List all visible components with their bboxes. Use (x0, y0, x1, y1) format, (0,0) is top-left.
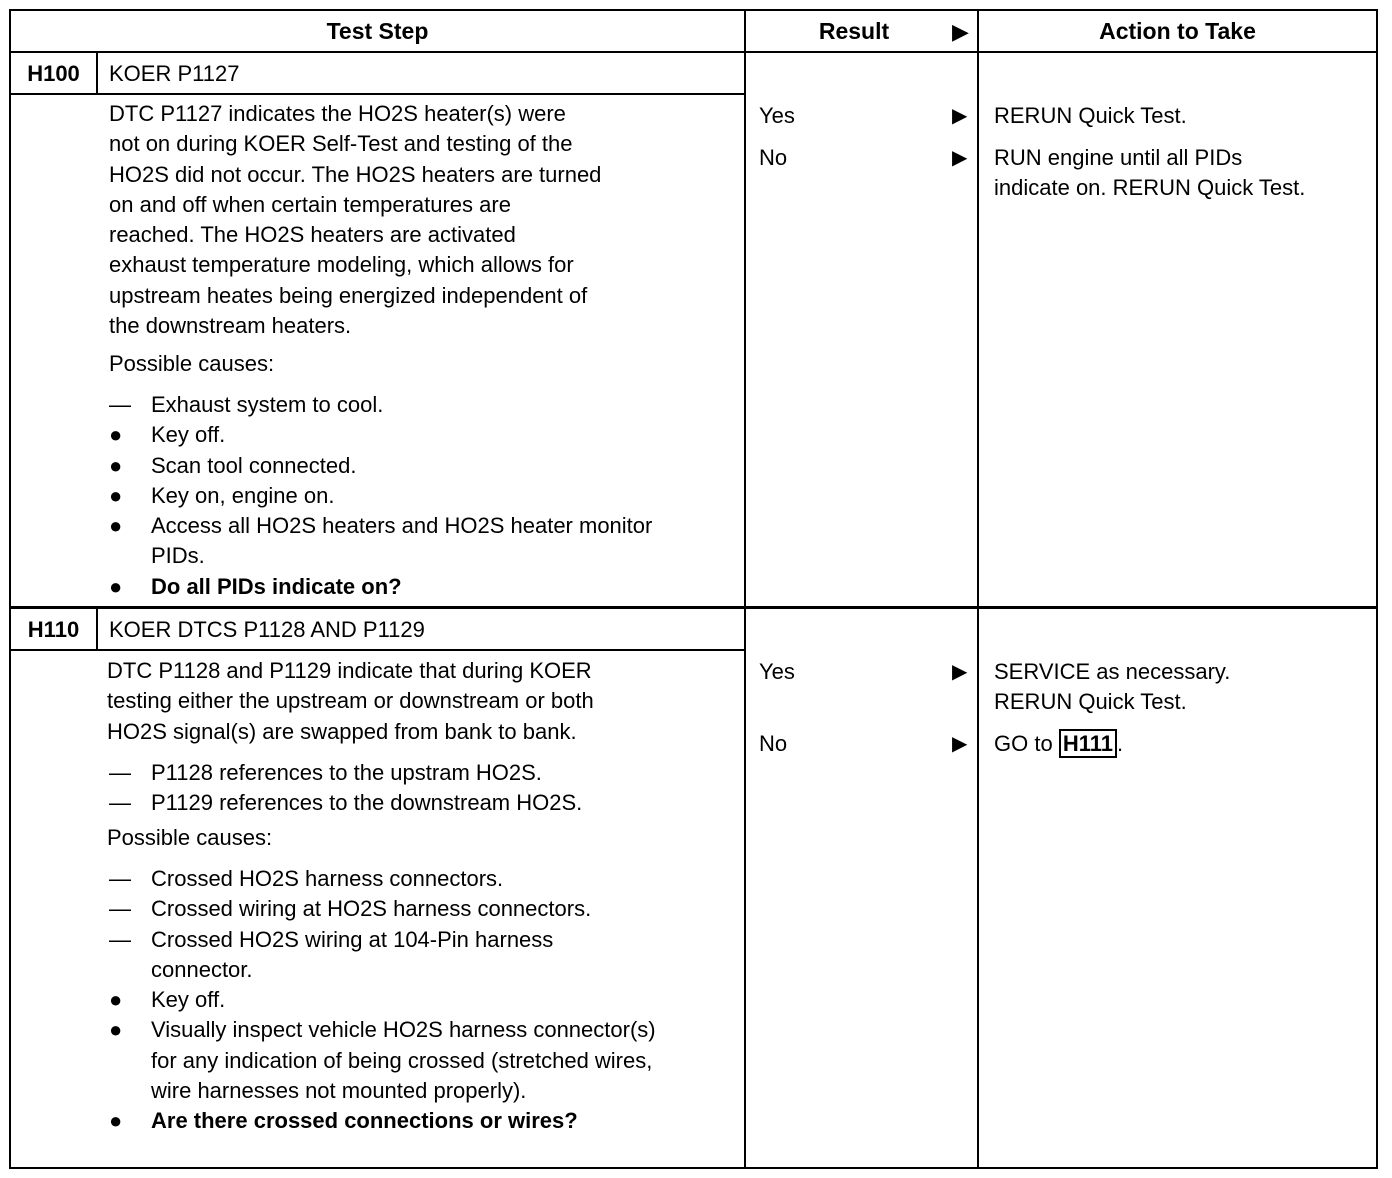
arrow-icon: ▶ (952, 661, 968, 683)
action-line: SERVICE as necessary. (994, 659, 1231, 684)
bullet-marker: ● (109, 1017, 123, 1043)
step-title: KOER P1127 (109, 61, 240, 86)
action-prefix: GO to (994, 731, 1053, 756)
description-line: DTC P1127 indicates the HO2S heater(s) were (109, 101, 566, 126)
step-code: H110 (27, 617, 80, 642)
title-rule-1 (11, 93, 744, 95)
list-item (109, 481, 679, 511)
header-test-step: Test Step (326, 18, 429, 44)
arrow-icon: ▶ (952, 733, 968, 755)
list-item-text: Do all PIDs indicate on? (151, 573, 402, 599)
step-code: H100 (27, 61, 80, 86)
list-item (109, 788, 729, 818)
col-rule-result (977, 11, 979, 1167)
list-item (109, 758, 729, 788)
description-line: on and off when certain temperatures are (109, 191, 511, 217)
list-item-text: Key off. (151, 422, 226, 448)
dash-marker: — (109, 760, 131, 785)
action-line: RUN engine until all PIDs (994, 145, 1243, 170)
list-item (109, 420, 679, 450)
header-arrow-icon: ▶ (952, 19, 969, 44)
code-rule-1 (96, 53, 98, 93)
bullet-marker: ● (109, 987, 123, 1013)
header-result: Result (818, 18, 890, 44)
list-item-text: Access all HO2S heaters and HO2S heater monitor PIDs. (151, 513, 653, 569)
list-item-question (109, 1106, 709, 1136)
step-reference-link[interactable]: H111 (1059, 729, 1117, 758)
list-item (109, 511, 679, 572)
dash-marker: — (109, 926, 131, 952)
header-action: Action to Take (1099, 18, 1256, 44)
action-line: indicate on. RERUN Quick Test. (994, 175, 1306, 201)
arrow-icon: ▶ (952, 105, 968, 127)
description-line: not on during KOER Self-Test and testing of the (109, 131, 573, 157)
arrow-icon: ▶ (952, 147, 968, 169)
diagnostic-table (9, 9, 1378, 1169)
description-line: exhaust temperature modeling, which allows for (109, 252, 574, 278)
description-line: upstream heates being energized independent of (109, 282, 588, 308)
dash-marker: — (109, 896, 131, 922)
list-item-text: Exhaust system to cool. (151, 392, 384, 417)
list-item-text: Scan tool connected. (151, 452, 357, 478)
action-suffix: . (1116, 731, 1124, 756)
action-text (994, 657, 1230, 718)
list-item (109, 985, 709, 1015)
action-text (994, 729, 1123, 759)
list-item-text: Key on, engine on. (151, 482, 335, 508)
step-divider (11, 606, 1376, 609)
result-yes: Yes (759, 659, 795, 684)
list-item-text: Crossed HO2S harness connectors. (151, 866, 504, 891)
action-text (994, 143, 1305, 204)
bullet-marker: ● (109, 1108, 123, 1134)
col-rule-test-step (744, 11, 746, 1167)
description-line: the downstream heaters. (109, 313, 352, 339)
list-item-text: Key off. (151, 987, 226, 1013)
dash-marker: — (109, 790, 131, 816)
code-rule-2 (96, 609, 98, 649)
list-item-text: Are there crossed connections or wires? (151, 1108, 578, 1134)
possible-causes-label: Possible causes: (109, 351, 275, 376)
list-item-text: P1128 references to the upstram HO2S. (151, 760, 542, 785)
list-item (109, 451, 679, 481)
result-yes: Yes (759, 103, 795, 128)
list-item (109, 894, 709, 924)
step-description (109, 99, 739, 341)
list-item (109, 390, 679, 420)
step-description (107, 656, 737, 747)
description-line: reached. The HO2S heaters are activated (109, 222, 516, 248)
action-text: RERUN Quick Test. (994, 103, 1187, 128)
procedure-list (109, 864, 709, 1137)
bullet-marker: ● (109, 452, 123, 478)
step-title: KOER DTCS P1128 AND P1129 (109, 617, 425, 642)
list-item (109, 1015, 709, 1106)
possible-causes-label: Possible causes: (107, 825, 273, 850)
description-line: testing either the upstream or downstream or both (107, 688, 594, 714)
list-item-question (109, 572, 679, 602)
list-item-text: P1129 references to the downstream HO2S. (151, 790, 583, 816)
result-no: No (759, 731, 788, 756)
bullet-marker: ● (109, 422, 123, 448)
bullet-marker: ● (109, 573, 123, 599)
list-item (109, 925, 709, 986)
result-no: No (759, 145, 788, 170)
bullet-marker: ● (109, 482, 123, 508)
description-line: HO2S signal(s) are swapped from bank to bank. (107, 718, 577, 744)
bullet-marker: ● (109, 513, 123, 539)
list-item-text: Crossed HO2S wiring at 104-Pin harness connector. (151, 926, 554, 982)
description-line: DTC P1128 and P1129 indicate that during KOER (107, 658, 592, 683)
action-line: RERUN Quick Test. (994, 689, 1187, 715)
list-item-text: Visually inspect vehicle HO2S harness connector(s) for any indication of being crossed (stretched wires, wire harnesses not mounted properly). (151, 1017, 656, 1104)
title-rule-2 (11, 649, 744, 651)
description-line: HO2S did not occur. The HO2S heaters are turned (109, 161, 602, 187)
list-item-text: Crossed wiring at HO2S harness connectors. (151, 896, 592, 922)
list-item (109, 864, 709, 894)
procedure-list (109, 390, 679, 602)
dash-marker: — (109, 392, 131, 417)
reference-list (109, 758, 729, 819)
dash-marker: — (109, 866, 131, 891)
